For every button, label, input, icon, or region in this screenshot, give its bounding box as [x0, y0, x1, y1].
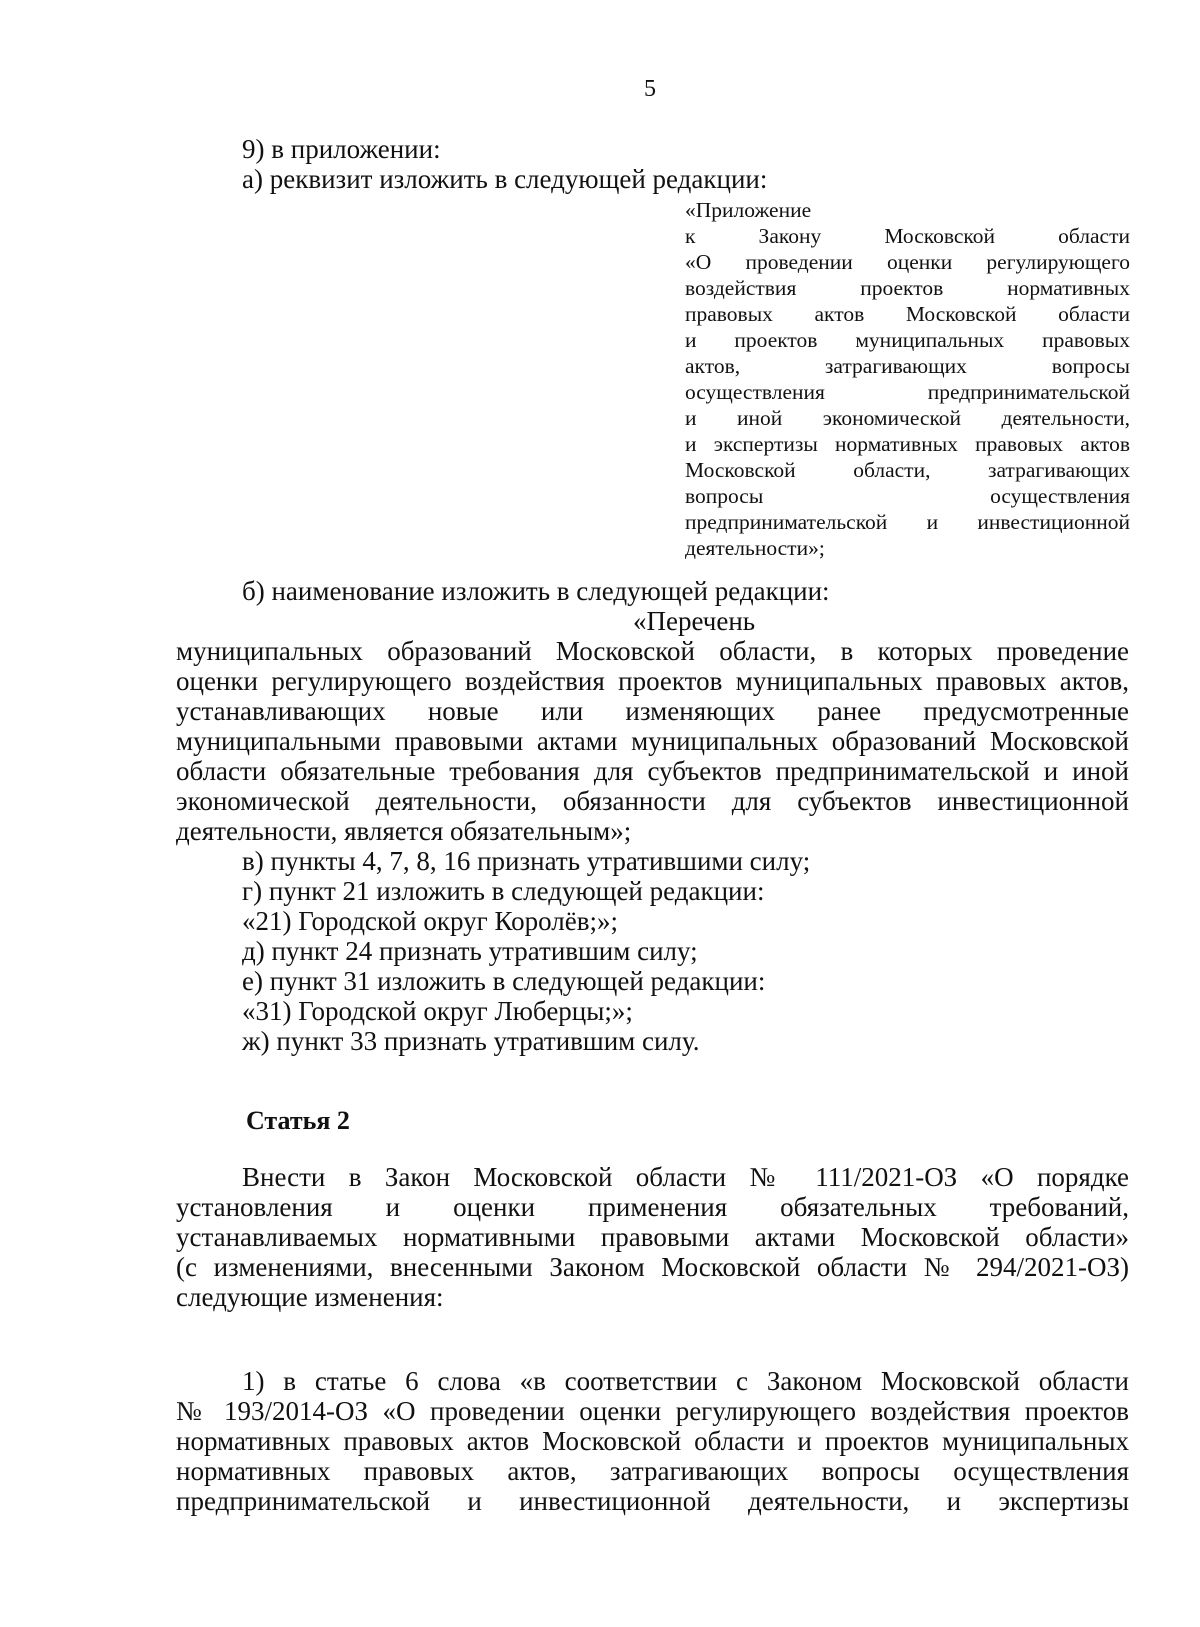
attachment-line: вопросы осуществления — [685, 484, 1130, 508]
attachment-line: Московской области, затрагивающих — [685, 458, 1130, 482]
subitem-line: «31) Городской округ Люберцы;»; — [242, 996, 633, 1026]
attachment-line: «Приложение — [685, 198, 812, 222]
list-text-line: деятельности, является обязательным»; — [176, 816, 632, 846]
list-text-line: области обязательные требования для субъектов предпринимательской и иной — [176, 756, 1129, 786]
attachment-line: деятельности»; — [685, 536, 825, 560]
list-text-line: экономической деятельности, обязанности для субъектов инвестиционной — [176, 786, 1129, 816]
attachment-line: к Закону Московской области — [685, 224, 1130, 248]
article2-item1-line: № 193/2014-ОЗ «О проведении оценки регулирующего воздействия проектов — [176, 1396, 1129, 1426]
attachment-line: «О проведении оценки регулирующего — [685, 250, 1130, 274]
item9-b-label: б) наименование изложить в следующей редакции: — [242, 576, 830, 606]
article2-item1-line: нормативных правовых актов, затрагивающих вопросы осуществления — [176, 1456, 1129, 1486]
attachment-line: правовых актов Московской области — [685, 302, 1130, 326]
item9-title: 9) в приложении: — [242, 134, 441, 164]
page-number: 5 — [644, 76, 656, 102]
attachment-line: и экспертизы нормативных правовых актов — [685, 432, 1130, 456]
attachment-line: осуществления предпринимательской — [685, 380, 1130, 404]
subitem-line: ж) пункт 33 признать утратившим силу. — [242, 1026, 700, 1056]
attachment-requisite-block — [685, 197, 1130, 561]
list-text-line: оценки регулирующего воздействия проектов муниципальных правовых актов, — [176, 666, 1129, 696]
item9-a-label: а) реквизит изложить в следующей редакции: — [242, 164, 768, 194]
attachment-line: и иной экономической деятельности, — [685, 406, 1130, 430]
attachment-line: актов, затрагивающих вопросы — [685, 354, 1130, 378]
list-title: «Перечень — [633, 606, 756, 636]
list-text-line: муниципальными правовыми актами муниципальных образований Московской — [176, 726, 1129, 756]
attachment-line: и проектов муниципальных правовых — [685, 328, 1130, 352]
subitem-line: в) пункты 4, 7, 8, 16 признать утратившими силу; — [242, 846, 811, 876]
article2-intro-line: Внести в Закон Московской области № 111/2021-ОЗ «О порядке — [242, 1162, 1129, 1192]
subitem-line: «21) Городской округ Королёв;»; — [242, 906, 618, 936]
subitem-line: г) пункт 21 изложить в следующей редакции: — [242, 876, 765, 906]
article2-intro-line: установления и оценки применения обязательных требований, — [176, 1192, 1129, 1222]
article2-intro-line: устанавливаемых нормативными правовыми актами Московской области» — [176, 1222, 1129, 1252]
subitem-line: д) пункт 24 признать утратившим силу; — [242, 936, 698, 966]
attachment-line: воздействия проектов нормативных — [685, 276, 1130, 300]
article2-item1-line: предпринимательской и инвестиционной деятельности, и экспертизы — [176, 1486, 1129, 1516]
article2-intro-line: (с изменениями, внесенными Законом Московской области № 294/2021-ОЗ) — [176, 1252, 1129, 1282]
list-text-line: муниципальных образований Московской области, в которых проведение — [176, 636, 1129, 666]
list-text-line: устанавливающих новые или изменяющих ранее предусмотренные — [176, 696, 1129, 726]
subitem-line: е) пункт 31 изложить в следующей редакции: — [242, 966, 766, 996]
article-heading: Статья 2 — [246, 1106, 350, 1135]
article2-item1-line: нормативных правовых актов Московской области и проектов муниципальных — [176, 1426, 1129, 1456]
article2-item1-line: 1) в статье 6 слова «в соответствии с Законом Московской области — [242, 1366, 1129, 1396]
article2-intro-line: следующие изменения: — [176, 1282, 444, 1312]
attachment-line: предпринимательской и инвестиционной — [685, 510, 1130, 534]
